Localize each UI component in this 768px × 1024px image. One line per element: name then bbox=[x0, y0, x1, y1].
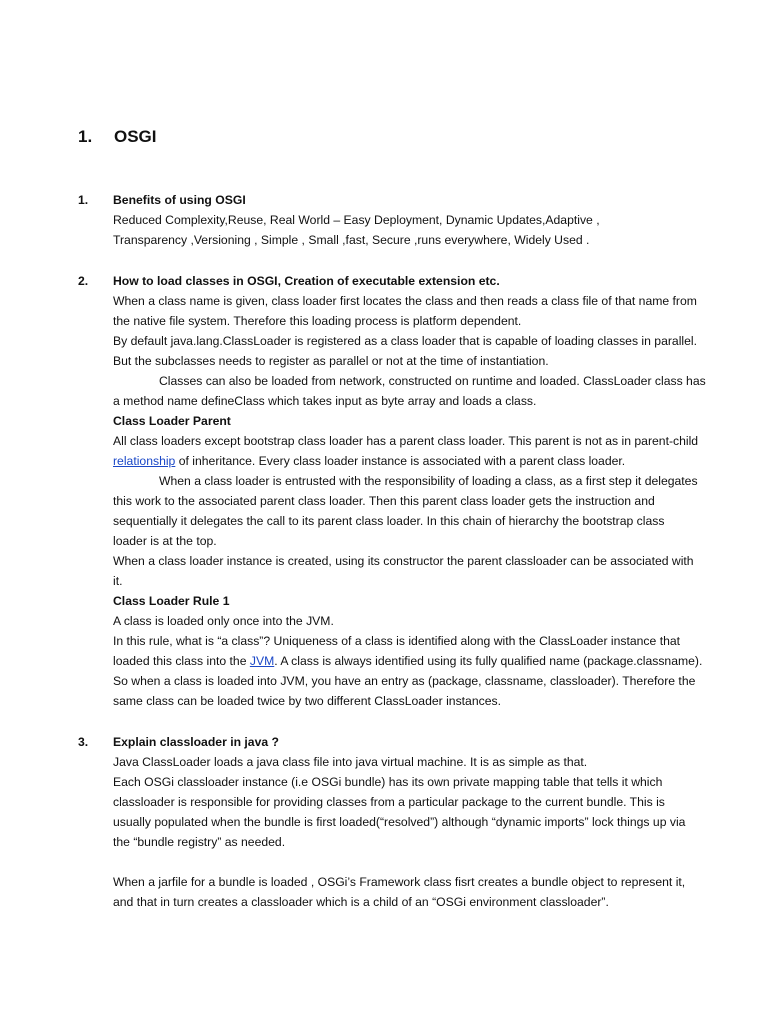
paragraph-line: the “bundle registry” as needed. bbox=[113, 835, 286, 849]
section-number: 3. bbox=[78, 735, 89, 749]
paragraph-line: So when a class is loaded into JVM, you have an entry as (package, classname, classloader). Therefore the bbox=[113, 674, 696, 688]
paragraph-line: this work to the associated parent class loader. Then this parent class loader gets the instruction and bbox=[113, 494, 655, 508]
section-title: Explain classloader in java ? bbox=[113, 735, 279, 749]
paragraph-line: Java ClassLoader loads a java class file into java virtual machine. It is as simple as that. bbox=[113, 755, 588, 769]
paragraph-line bbox=[113, 451, 728, 471]
paragraph-line: sequentially it delegates the call to its parent class loader. In this chain of hierarchy the bootstrap class bbox=[113, 514, 665, 528]
paragraph-line: But the subclasses needs to register as parallel or not at the time of instantiation. bbox=[113, 354, 549, 368]
paragraph-text: loaded this class into the bbox=[113, 654, 250, 668]
paragraph-line: All class loaders except bootstrap class loader has a parent class loader. This parent is not as in parent-child bbox=[113, 434, 699, 448]
paragraph-line: a method name defineClass which takes input as byte array and loads a class. bbox=[113, 394, 537, 408]
jvm-link[interactable]: JVM bbox=[249, 654, 275, 668]
paragraph-line: classloader is responsible for providing classes from a particular package to the current bundle. This is bbox=[113, 795, 665, 809]
paragraph-line: usually populated when the bundle is first loaded(“resolved”) although “dynamic imports” lock things up via bbox=[113, 815, 686, 829]
paragraph-line: Reduced Complexity,Reuse, Real World – Easy Deployment, Dynamic Updates,Adaptive , bbox=[113, 213, 600, 227]
page-title bbox=[78, 127, 157, 147]
paragraph-line: same class can be loaded twice by two different ClassLoader instances. bbox=[113, 694, 501, 708]
paragraph-line: When a class name is given, class loader first locates the class and then reads a class file of that name from bbox=[113, 294, 697, 308]
paragraph-line: it. bbox=[113, 574, 123, 588]
section-title: Benefits of using OSGI bbox=[113, 193, 246, 207]
paragraph-text: of inheritance. Every class loader instance is associated with a parent class loader. bbox=[175, 454, 626, 468]
section-classloader-java bbox=[78, 732, 728, 912]
subheading-class-loader-rule: Class Loader Rule 1 bbox=[113, 594, 230, 608]
section-body bbox=[113, 190, 728, 250]
relationship-link[interactable]: relationship bbox=[113, 454, 176, 468]
paragraph-line: A class is loaded only once into the JVM. bbox=[113, 614, 334, 628]
paragraph-line: By default java.lang.ClassLoader is registered as a class loader that is capable of loading classes in parallel. bbox=[113, 334, 697, 348]
paragraph-line: Transparency ,Versioning , Simple , Small ,fast, Secure ,runs everywhere, Widely Used . bbox=[113, 233, 590, 247]
section-body bbox=[113, 271, 728, 711]
paragraph-text: . A class is always identified using its fully qualified name (package.classname). bbox=[274, 654, 703, 668]
paragraph-line: the native file system. Therefore this loading process is platform dependent. bbox=[113, 314, 522, 328]
paragraph-line: When a class loader instance is created, using its constructor the parent classloader can be associated with bbox=[113, 554, 694, 568]
paragraph-line bbox=[113, 651, 728, 671]
subheading-class-loader-parent: Class Loader Parent bbox=[113, 414, 231, 428]
section-load-classes bbox=[78, 271, 728, 711]
heading-title: OSGI bbox=[114, 127, 157, 146]
paragraph-line: When a class loader is entrusted with the responsibility of loading a class, as a first step it delegates bbox=[159, 474, 698, 488]
heading-number: 1. bbox=[78, 127, 93, 146]
paragraph-line: Each OSGi classloader instance (i.e OSGi bundle) has its own private mapping table that tells it which bbox=[113, 775, 663, 789]
section-title: How to load classes in OSGI, Creation of executable extension etc. bbox=[113, 274, 500, 288]
section-benefits bbox=[78, 190, 728, 250]
paragraph-spacer bbox=[113, 852, 728, 872]
section-number: 1. bbox=[78, 193, 89, 207]
section-body bbox=[113, 732, 728, 912]
paragraph-line: In this rule, what is “a class”? Uniqueness of a class is identified along with the ClassLoader instance that bbox=[113, 634, 681, 648]
section-number: 2. bbox=[78, 274, 89, 288]
paragraph-line: loader is at the top. bbox=[113, 534, 217, 548]
paragraph-line: and that in turn creates a classloader which is a child of an “OSGi environment classloader”. bbox=[113, 895, 609, 909]
paragraph-line: When a jarfile for a bundle is loaded , OSGi’s Framework class fisrt creates a bundle object to represent it, bbox=[113, 875, 686, 889]
paragraph-line: Classes can also be loaded from network, constructed on runtime and loaded. ClassLoader class has bbox=[159, 374, 706, 388]
